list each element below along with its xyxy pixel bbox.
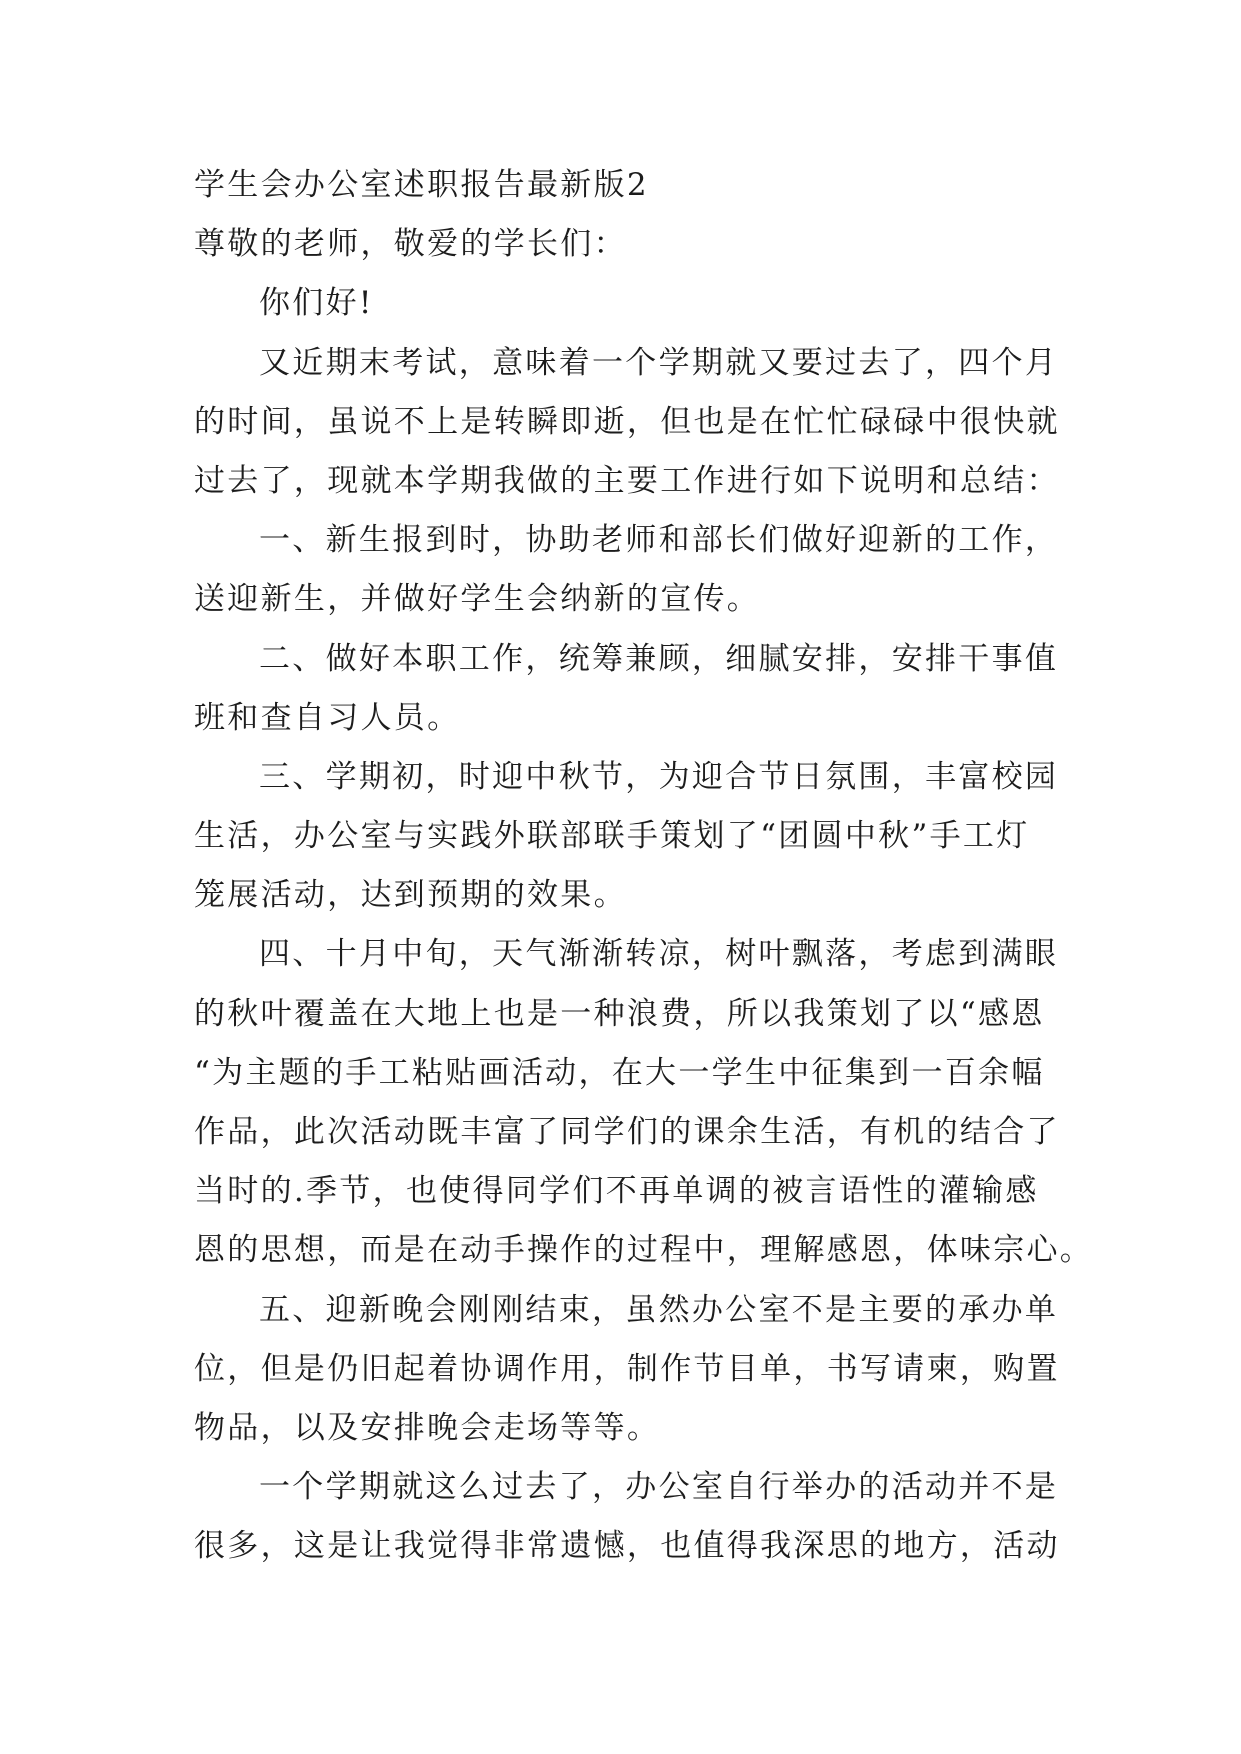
paragraph-line: 五、迎新晚会刚刚结束，虽然办公室不是主要的承办单: [259, 1291, 1059, 1328]
paragraph-line: 送迎新生，并做好学生会纳新的宣传。: [194, 581, 761, 618]
paragraph-reflection: [194, 1458, 1194, 1576]
paragraph-item-4: [194, 925, 1194, 1280]
paragraph-line: 你们好!: [259, 285, 374, 322]
paragraph-line: 作品，此次活动既丰富了同学们的课余生活，有机的结合了: [194, 1114, 1060, 1150]
paragraph-line: 又近期末考试，意味着一个学期就又要过去了，四个月: [259, 344, 1059, 381]
paragraph-line: “为主题的手工粘贴画活动，在大一学生中征集到一百余幅: [194, 1054, 1045, 1091]
document-title: 学生会办公室述职报告最新版2: [194, 167, 649, 203]
paragraph-item-5: [194, 1281, 1194, 1459]
paragraph-item-3: [194, 748, 1194, 926]
paragraph-line: 三、学期初，时迎中秋节，为迎合节日氛围，丰富校园: [259, 758, 1059, 795]
paragraph-line: 位，但是仍旧起着协调作用，制作节目单，书写请柬，购置: [194, 1350, 1060, 1387]
paragraph-line: 笼展活动，达到预期的效果。: [194, 877, 627, 914]
paragraph-line: 恩的思想，而是在动手操作的过程中，理解感恩，体味宗心。: [194, 1232, 1094, 1269]
paragraph-line: 一、新生报到时，协助老师和部长们做好迎新的工作，: [259, 522, 1059, 559]
paragraph-line: 一个学期就这么过去了，办公室自行举办的活动并不是: [259, 1469, 1059, 1506]
paragraph-greeting: [194, 274, 1194, 333]
paragraph-line: 二、做好本职工作，统筹兼顾，细腻安排，安排干事值: [259, 640, 1059, 677]
paragraph-line: 过去了，现就本学期我做的主要工作进行如下说明和总结：: [194, 462, 1060, 499]
salutation: 尊敬的老师，敬爱的学长们：: [194, 226, 627, 263]
paragraph-line: 物品，以及安排晚会走场等等。: [194, 1409, 661, 1446]
document-page: [194, 156, 1194, 1577]
paragraph-item-2: [194, 630, 1194, 748]
paragraph-item-1: [194, 511, 1194, 629]
paragraph-line: 班和查自习人员。: [194, 699, 461, 736]
paragraph-intro: [194, 334, 1194, 512]
paragraph-line: 当时的.季节，也使得同学们不再单调的被言语性的灌输感: [194, 1173, 1039, 1210]
paragraph-line: 四、十月中旬，天气渐渐转凉，树叶飘落，考虑到满眼: [259, 936, 1059, 973]
paragraph-line: 很多，这是让我觉得非常遗憾，也值得我深思的地方，活动: [194, 1528, 1060, 1565]
paragraph-line: 生活，办公室与实践外联部联手策划了“团圆中秋”手工灯: [194, 818, 1030, 855]
paragraph-line: 的秋叶覆盖在大地上也是一种浪费，所以我策划了以“感恩: [194, 995, 1045, 1032]
paragraph-line: 的时间，虽说不上是转瞬即逝，但也是在忙忙碌碌中很快就: [194, 403, 1060, 440]
